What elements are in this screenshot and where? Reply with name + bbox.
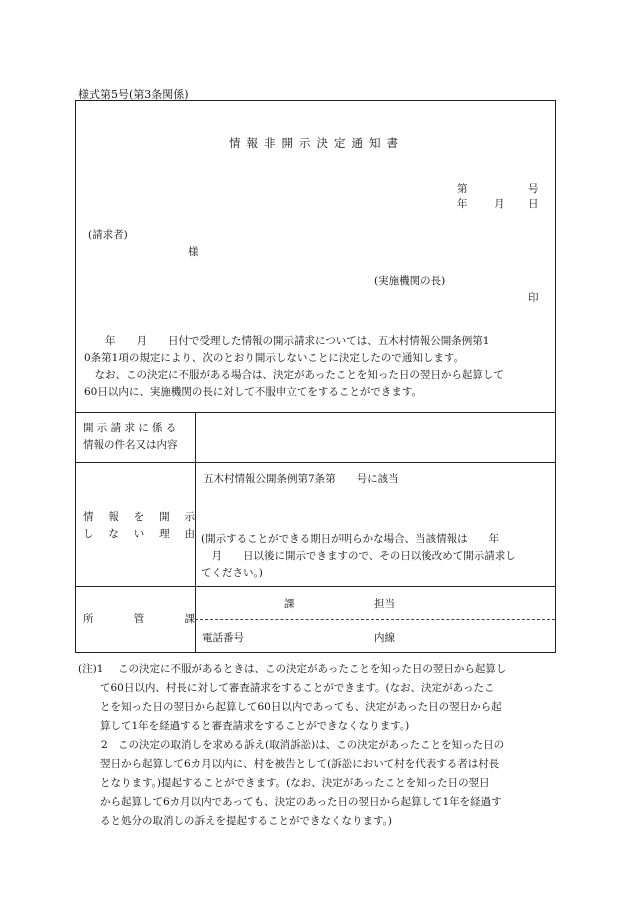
extension-label: 内線	[374, 632, 395, 644]
notice-body	[84, 333, 546, 401]
reason-note-line: (開示することができる期日が明らかな場合、当該情報は 年	[201, 533, 500, 545]
seal-mark: 印	[528, 292, 539, 304]
note-1-line: とを知った日の翌日から起算して60日以内であっても、決定があった日の翌日から起	[100, 701, 502, 713]
reason-char: な	[108, 528, 119, 540]
dept-tanto: 担当	[374, 598, 395, 610]
reason-char: を	[133, 511, 145, 523]
dept-ka: 課	[284, 598, 295, 610]
note-2-line: から起算して6カ月以内であっても、決定のあった日の翌日から起算して1年を経過す	[100, 796, 502, 808]
reason-char: 報	[108, 511, 119, 523]
reason-char: 由	[184, 528, 195, 540]
note-1-line: て60日以内、村長に対して審査請求をすることができます。(なお、決定があったこ	[100, 682, 495, 694]
table-row-rule	[76, 462, 555, 463]
dept-dashed-rule	[195, 619, 555, 620]
body-line: 60日以内に、実施機関の長に対して不服申立てをすることができます。	[84, 386, 423, 398]
body-line: 0条第1項の規定により、次のとおり開示しないことに決定したので通知します。	[84, 352, 465, 364]
dept-char: 管	[133, 613, 145, 625]
note-2-line: となります。)提起することができます。(なお、決定があったことを知った日の翌日	[100, 777, 490, 789]
reason-note-line: てください。)	[201, 567, 263, 579]
reason-label-line	[83, 526, 195, 543]
reason-char: 開	[159, 511, 170, 523]
note-2-line	[78, 736, 556, 755]
notes-section	[78, 660, 556, 831]
body-line: なお、この決定に不服がある場合は、決定があったことを知った日の翌日から起算して	[84, 369, 504, 381]
reason-note	[201, 531, 516, 582]
number-prefix: 第	[457, 183, 468, 195]
reason-char: し	[83, 528, 94, 540]
note-1-line	[78, 660, 556, 679]
subject-label	[83, 420, 180, 454]
reason-char: 理	[159, 528, 170, 540]
date-year: 年	[457, 198, 468, 210]
table-column-rule	[195, 412, 196, 652]
note-2-prefix: 2	[101, 739, 108, 751]
note-2-line: ると処分の取消しの訴えを提起することができなくなります。)	[100, 815, 393, 827]
reason-char: 情	[83, 511, 94, 523]
note-1-line: 算して1年を経過すると審査請求をすることができなくなります。)	[100, 720, 410, 732]
reason-char: い	[133, 528, 145, 540]
subject-label-line: 情報の件名又は内容	[83, 439, 178, 451]
note-1-prefix: (注)1	[78, 663, 104, 675]
dept-label	[83, 611, 195, 626]
reason-text: 五木村情報公開条例第7条第 号に該当	[203, 473, 399, 485]
table-top-rule	[76, 412, 555, 413]
form-number-label: 様式第5号(第3条関係)	[78, 88, 189, 101]
requester-label: (請求者)	[88, 229, 128, 241]
agency-head-label: (実施機関の長)	[374, 275, 446, 287]
subject-label-line: 開示請求に係る	[83, 422, 180, 434]
dept-char: 所	[83, 613, 94, 625]
reason-label-line	[83, 509, 195, 526]
dept-char: 課	[184, 613, 195, 625]
note-text: この決定の取消しを求める訴え(取消訴訟)は、この決定があったことを知った日の	[118, 739, 505, 751]
honorific-sama: 様	[188, 246, 199, 258]
date-day: 日	[528, 198, 539, 210]
reason-label	[83, 509, 195, 543]
document-title: 情報非開示決定通知書	[229, 136, 404, 150]
reason-char: 示	[184, 511, 195, 523]
table-row-rule	[76, 586, 555, 587]
date-month: 月	[494, 198, 505, 210]
note-text: この決定に不服があるときは、この決定があったことを知った日の翌日から起算し	[118, 663, 507, 675]
notice-form-frame	[75, 100, 556, 653]
reason-note-line: 月 日以後に開示できますので、その日以後改めて開示請求し	[201, 550, 516, 562]
note-2-line: 翌日から起算して6カ月以内に、村を被告として(訴訟において村を代表する者は村長	[100, 758, 500, 770]
number-suffix: 号	[528, 183, 539, 195]
body-line: 年 月 日付で受理した情報の開示請求については、五木村情報公開条例第1	[84, 335, 490, 347]
phone-label: 電話番号	[202, 632, 244, 644]
